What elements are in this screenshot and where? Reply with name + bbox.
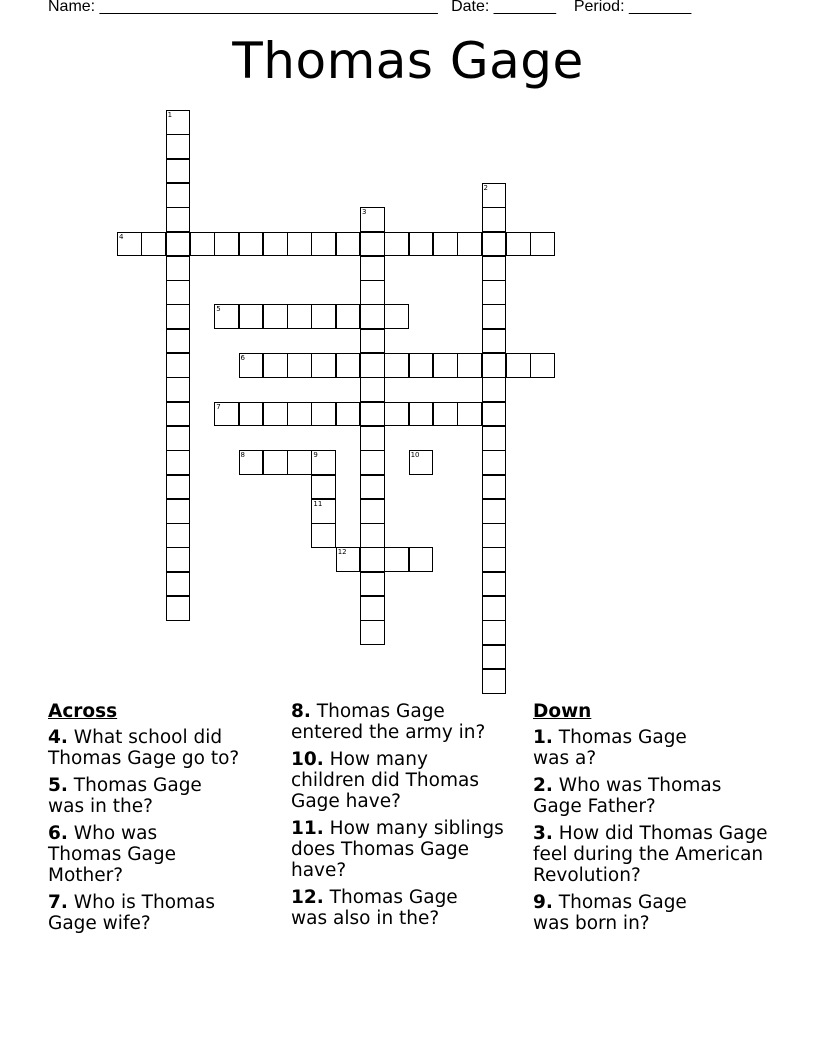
crossword-cell[interactable] [360, 207, 385, 232]
clue-text: Thomas Gage was also in the? [291, 887, 458, 929]
clue-text: Thomas Gage entered the army in? [291, 701, 486, 743]
crossword-cell[interactable] [166, 547, 191, 572]
clue-number: 6. [48, 823, 68, 844]
crossword-cell[interactable] [457, 353, 482, 378]
clue-number: 11. [291, 818, 324, 839]
period-blank[interactable]: _______ [628, 0, 692, 15]
crossword-cell[interactable] [433, 353, 458, 378]
crossword-cell[interactable] [360, 547, 385, 572]
crossword-cell[interactable] [482, 377, 507, 402]
crossword-cell[interactable] [166, 207, 191, 232]
clue-number: 4. [48, 727, 68, 748]
crossword-cell[interactable] [433, 402, 458, 427]
clue-text: How did Thomas Gage feel during the American Revolution? [533, 823, 768, 886]
cell-number: 5 [216, 305, 221, 314]
crossword-cell[interactable] [360, 353, 385, 378]
crossword-cell[interactable] [482, 183, 507, 208]
across-heading: Across [48, 701, 118, 722]
crossword-cell[interactable] [166, 450, 191, 475]
crossword-cell[interactable] [311, 450, 336, 475]
period-label: Period: [573, 0, 629, 15]
across-clues-column-2 [291, 701, 519, 935]
across-clues-column-1 [48, 701, 278, 940]
crossword-cell[interactable] [384, 304, 409, 329]
crossword-cell[interactable] [482, 475, 507, 500]
crossword-cell[interactable] [360, 232, 385, 257]
crossword-cell[interactable] [239, 232, 264, 257]
clue-text: Thomas Gage was born in? [533, 892, 687, 934]
crossword-cell[interactable] [239, 450, 264, 475]
clue-across-8 [291, 701, 519, 743]
crossword-cell[interactable] [506, 232, 531, 257]
crossword-cell[interactable] [360, 572, 385, 597]
crossword-cell[interactable] [311, 232, 336, 257]
crossword-cell[interactable] [239, 402, 264, 427]
crossword-cell[interactable] [409, 450, 434, 475]
crossword-cell[interactable] [384, 353, 409, 378]
clue-down-2 [533, 775, 768, 817]
crossword-cell[interactable] [166, 377, 191, 402]
clue-number: 1. [533, 727, 553, 748]
crossword-cell[interactable] [239, 353, 264, 378]
crossword-cell[interactable] [482, 329, 507, 354]
crossword-cell[interactable] [311, 353, 336, 378]
clue-across-4 [48, 727, 278, 769]
cell-number: 11 [313, 499, 323, 508]
crossword-cell[interactable] [166, 110, 191, 135]
crossword-cell[interactable] [409, 547, 434, 572]
cell-number: 7 [216, 402, 221, 411]
crossword-cell[interactable] [214, 402, 239, 427]
crossword-cell[interactable] [263, 232, 288, 257]
crossword-cell[interactable] [214, 232, 239, 257]
crossword-cell[interactable] [166, 426, 191, 451]
crossword-cell[interactable] [166, 596, 191, 621]
cell-number: 4 [119, 232, 124, 241]
clue-across-6 [48, 823, 208, 886]
name-blank[interactable]: ______________________________________ [99, 0, 438, 15]
crossword-cell[interactable] [482, 669, 507, 694]
crossword-cell[interactable] [311, 402, 336, 427]
crossword-cell[interactable] [409, 402, 434, 427]
crossword-cell[interactable] [239, 304, 264, 329]
crossword-cell[interactable] [384, 402, 409, 427]
crossword-cell[interactable] [482, 620, 507, 645]
clue-down-10 [291, 749, 506, 812]
crossword-cell[interactable] [360, 426, 385, 451]
crossword-cell[interactable] [336, 304, 361, 329]
crossword-cell[interactable] [360, 304, 385, 329]
clue-number: 7. [48, 892, 68, 913]
crossword-cell[interactable] [482, 402, 507, 427]
crossword-cell[interactable] [166, 134, 191, 159]
crossword-cell[interactable] [166, 475, 191, 500]
crossword-cell[interactable] [409, 353, 434, 378]
crossword-cell[interactable] [190, 232, 215, 257]
crossword-cell[interactable] [311, 475, 336, 500]
clue-text: How many children did Thomas Gage have? [291, 749, 479, 812]
clue-text: Who is Thomas Gage wife? [48, 892, 216, 934]
crossword-cell[interactable] [166, 159, 191, 184]
clue-number: 5. [48, 775, 68, 796]
crossword-cell[interactable] [166, 499, 191, 524]
crossword-cell[interactable] [166, 572, 191, 597]
crossword-cell[interactable] [336, 232, 361, 257]
crossword-cell[interactable] [336, 547, 361, 572]
cell-number: 10 [410, 451, 420, 460]
cell-number: 3 [362, 208, 367, 217]
crossword-cell[interactable] [482, 280, 507, 305]
clue-down-3 [533, 823, 773, 886]
clue-text: Thomas Gage was a? [533, 727, 687, 769]
crossword-cell[interactable] [482, 207, 507, 232]
crossword-cell[interactable] [263, 402, 288, 427]
crossword-cell[interactable] [311, 523, 336, 548]
crossword-cell[interactable] [287, 353, 312, 378]
crossword-cell[interactable] [166, 353, 191, 378]
crossword-cell[interactable] [482, 426, 507, 451]
down-heading: Down [533, 701, 592, 722]
crossword-cell[interactable] [360, 450, 385, 475]
crossword-cell[interactable] [482, 572, 507, 597]
date-label: Date: [451, 0, 494, 15]
crossword-cell[interactable] [166, 183, 191, 208]
name-label: Name: [48, 0, 100, 15]
crossword-cell[interactable] [336, 353, 361, 378]
crossword-cell[interactable] [457, 232, 482, 257]
crossword-cell[interactable] [287, 232, 312, 257]
crossword-cell[interactable] [360, 499, 385, 524]
clue-text: How many siblings does Thomas Gage have? [291, 818, 504, 881]
clue-number: 9. [533, 892, 553, 913]
down-clues-column [533, 701, 773, 940]
crossword-cell[interactable] [482, 232, 507, 257]
clue-across-12 [291, 887, 476, 929]
crossword-cell[interactable] [482, 450, 507, 475]
crossword-cell[interactable] [263, 304, 288, 329]
crossword-cell[interactable] [360, 523, 385, 548]
cell-number: 6 [240, 354, 245, 362]
crossword-cell[interactable] [360, 377, 385, 402]
crossword-cell[interactable] [263, 353, 288, 378]
crossword-cell[interactable] [117, 232, 142, 257]
clue-number: 12. [291, 887, 324, 908]
crossword-cell[interactable] [360, 329, 385, 354]
crossword-cell[interactable] [360, 280, 385, 305]
crossword-cell[interactable] [360, 596, 385, 621]
clue-number: 10. [291, 749, 324, 770]
crossword-cell[interactable] [384, 232, 409, 257]
crossword-cell[interactable] [166, 402, 191, 427]
cell-number: 2 [483, 183, 488, 192]
crossword-cell[interactable] [263, 450, 288, 475]
clue-across-11 [291, 818, 519, 881]
clue-down-1 [533, 727, 708, 769]
clue-number: 3. [533, 823, 553, 844]
crossword-cell[interactable] [287, 304, 312, 329]
crossword-cell[interactable] [311, 499, 336, 524]
crossword-cell[interactable] [433, 232, 458, 257]
crossword-cell[interactable] [457, 402, 482, 427]
clue-number: 8. [291, 701, 311, 722]
crossword-cell[interactable] [482, 353, 507, 378]
crossword-cell[interactable] [409, 232, 434, 257]
crossword-cell[interactable] [384, 547, 409, 572]
crossword-cell[interactable] [482, 499, 507, 524]
clue-number: 2. [533, 775, 553, 796]
crossword-cell[interactable] [166, 256, 191, 281]
crossword-cell[interactable] [482, 523, 507, 548]
clue-across-7 [48, 892, 238, 934]
clue-text: What school did Thomas Gage go to? [48, 727, 240, 769]
cell-number: 1 [167, 111, 173, 119]
crossword-cell[interactable] [336, 402, 361, 427]
crossword-cell[interactable] [287, 402, 312, 427]
clue-text: Who was Thomas Gage Mother? [48, 823, 177, 886]
crossword-cell[interactable] [482, 645, 507, 670]
cell-number: 8 [240, 451, 245, 460]
crossword-cell[interactable] [166, 523, 191, 548]
crossword-cell[interactable] [482, 256, 507, 281]
crossword-cell[interactable] [166, 329, 191, 354]
crossword-cell[interactable] [482, 547, 507, 572]
cell-number: 12 [337, 548, 347, 557]
crossword-cell[interactable] [530, 232, 555, 257]
date-blank[interactable]: _______ [493, 0, 557, 15]
crossword-cell[interactable] [530, 353, 555, 378]
clue-text: Who was Thomas Gage Father? [533, 775, 722, 817]
crossword-cell[interactable] [360, 402, 385, 427]
crossword-cell[interactable] [166, 280, 191, 305]
page-title: Thomas Gage [232, 32, 584, 90]
crossword-cell[interactable] [506, 353, 531, 378]
crossword-cell[interactable] [166, 304, 191, 329]
clue-text: Thomas Gage was in the? [48, 775, 202, 817]
crossword-cell[interactable] [141, 232, 166, 257]
crossword-cell[interactable] [287, 450, 312, 475]
crossword-cell[interactable] [166, 232, 191, 257]
crossword-cell[interactable] [360, 475, 385, 500]
cell-number: 9 [313, 451, 318, 460]
crossword-cell[interactable] [214, 304, 239, 329]
crossword-cell[interactable] [311, 304, 336, 329]
clue-across-5 [48, 775, 223, 817]
crossword-cell[interactable] [360, 620, 385, 645]
crossword-cell[interactable] [482, 304, 507, 329]
crossword-cell[interactable] [360, 256, 385, 281]
clue-down-9 [533, 892, 708, 934]
crossword-cell[interactable] [482, 596, 507, 621]
